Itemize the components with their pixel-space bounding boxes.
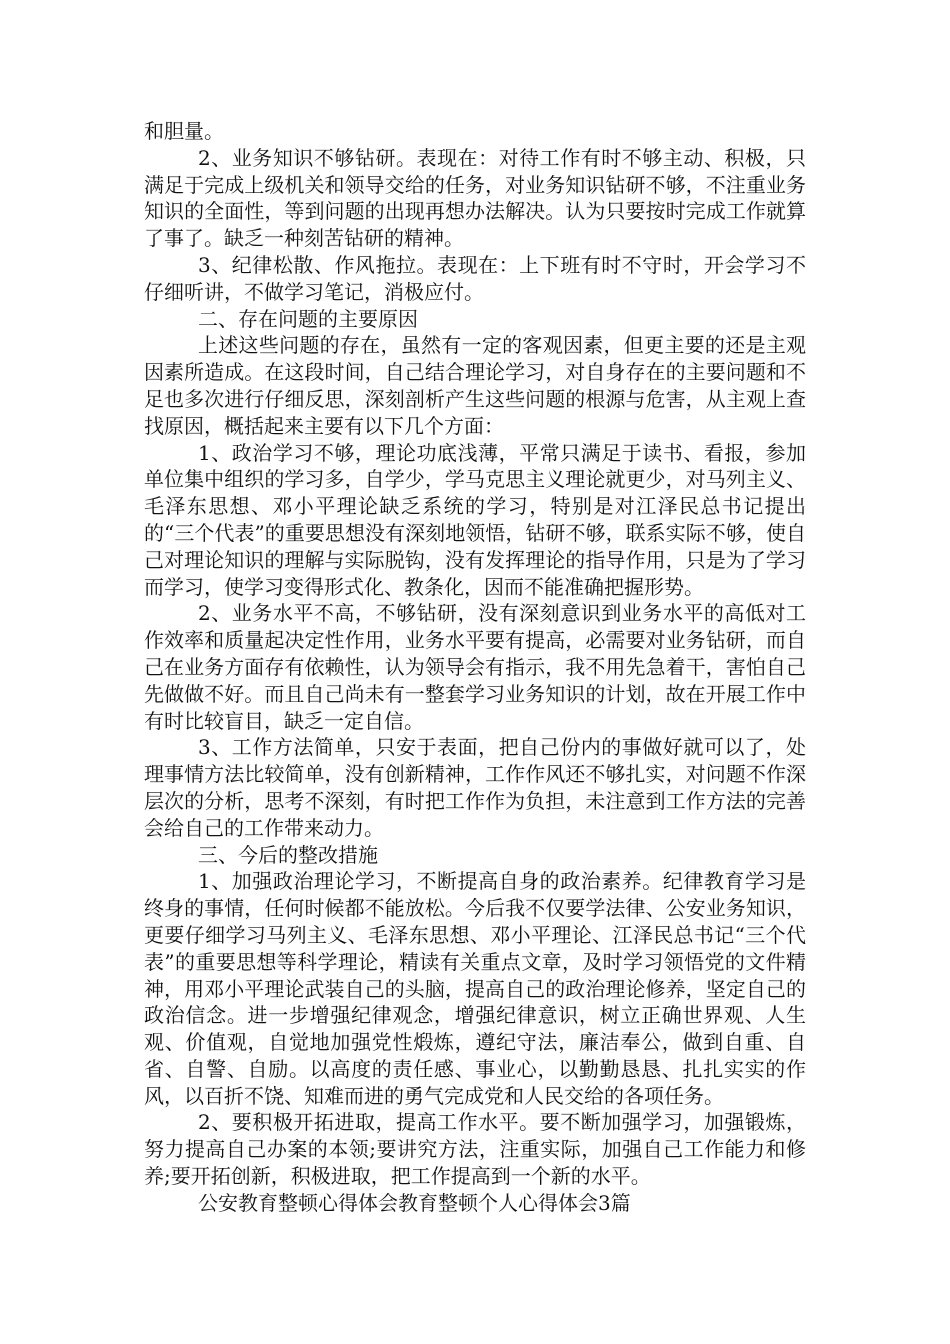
paragraph-item-2-knowledge: 2、业务知识不够钻研。表现在：对待工作有时不够主动、积极，只满足于完成上级机关和领导交给的任务，对业务知识钻研不够，不注重业务知识的全面性，等到问题的出现再想办法解决。认为只要按时完成工作就算了事了。缺乏一种刻苦钻研的精神。 — [144, 145, 806, 251]
paragraph-cause-3-method: 3、工作方法简单，只安于表面，把自己份内的事做好就可以了，处理事情方法比较简单，没有创新精神，工作作风还不够扎实，对问题不作深层次的分析，思考不深刻，有时把工作作为负担，未注意到工作方法的完善会给自己的工作带来动力。 — [144, 735, 806, 840]
paragraph-causes-intro: 上述这些问题的存在，虽然有一定的客观因素，但更主要的还是主观因素所造成。在这段时间，自己结合理论学习，对自身存在的主要问题和不足也多次进行仔细反思，深刻剖析产生这些问题的根源与危害，从主观上查找原因，概括起来主要有以下几个方面： — [144, 333, 806, 438]
section-heading-measures: 三、今后的整改措施 — [198, 842, 378, 867]
document-page — [144, 118, 806, 1217]
paragraph-cause-1-politics: 1、政治学习不够，理论功底浅薄，平常只满足于读书、看报，参加单位集中组织的学习多，自学少，学马克思主义理论就更少，对马列主义、毛泽东思想、邓小平理论缺乏系统的学习，特别是对江泽民总书记提出的“三个代表”的重要思想没有深刻地领悟，钻研不够，联系实际不够，使自己对理论知识的理解与实际脱钩，没有发挥理论的指导作用，只是为了学习而学习，使学习变得形式化、教条化，因而不能准确把握形势。 — [144, 440, 806, 599]
next-article-title: 公安教育整顿心得体会教育整顿个人心得体会3篇 — [198, 1190, 631, 1215]
paragraph-measure-2-progress: 2、要积极开拓进取，提高工作水平。要不断加强学习，加强锻炼，努力提高自己办案的本领;要讲究方法，注重实际，加强自己工作能力和修养;要开拓创新，积极进取，把工作提高到一个新的水平。 — [144, 1110, 806, 1189]
paragraph-cause-2-business: 2、业务水平不高，不够钻研，没有深刻意识到业务水平的高低对工作效率和质量起决定性作用，业务水平要有提高，必需要对业务钻研，而自己在业务方面存有依赖性，认为领导会有指示，我不用先急着干，害怕自己先做做不好。而且自己尚未有一整套学习业务知识的计划，故在开展工作中有时比较盲目，缺乏一定自信。 — [144, 601, 806, 733]
paragraph-item-3-discipline: 3、纪律松散、作风拖拉。表现在：上下班有时不守时，开会学习不仔细听讲，不做学习笔记，消极应付。 — [144, 252, 806, 304]
paragraph-measure-1-theory: 1、加强政治理论学习，不断提高自身的政治素养。纪律教育学习是终身的事情，任何时候都不能放松。今后我不仅要学法律、公安业务知识，更要仔细学习马列主义、毛泽东思想、邓小平理论、江泽民总书记“三个代表”的重要思想等科学理论，精读有关重点文章，及时学习领悟党的文件精神，用邓小平理论武装自己的头脑，提高自己的政治理论修养，坚定自己的政治信念。进一步增强纪律观念，增强纪律意识，树立正确世界观、人生观、价值观，自觉地加强党性煅炼，遵纪守法，廉洁奉公，做到自重、自省、自警、自励。以高度的责任感、事业心，以勤勤恳恳、扎扎实实的作风，以百折不饶、知难而进的勇气完成党和人民交给的各项任务。 — [144, 869, 806, 1108]
paragraph-continuation: 和胆量。 — [144, 119, 224, 143]
section-heading-causes: 二、存在问题的主要原因 — [198, 306, 418, 331]
